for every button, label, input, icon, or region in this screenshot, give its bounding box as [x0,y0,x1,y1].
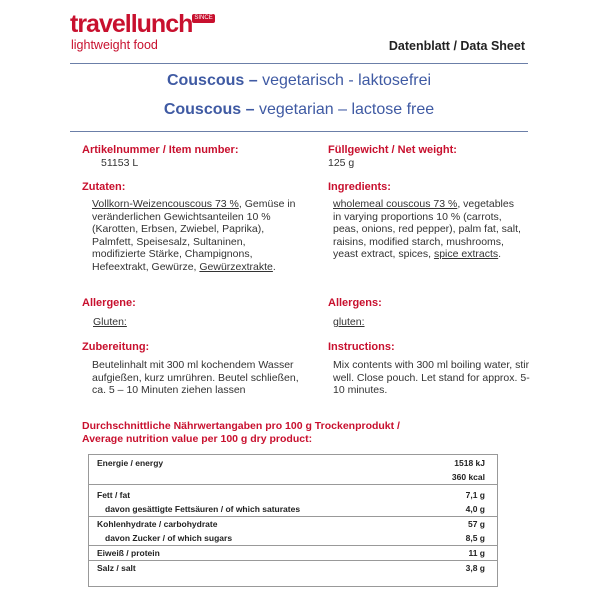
nutrition-value: 360 kcal [451,472,485,482]
nutrition-value: 1518 kJ [454,458,485,468]
title-german-rest: vegetarisch - laktosefrei [257,72,432,89]
ingredients-en-body: , vegetables in varying proportions 10 % (carrots, peas, onions, red pepper), palm fat, salt, raisins, modified starch, mushrooms, yeast extract, spices, [333,198,521,261]
ingredients-de-text [92,198,302,274]
nutrition-value: 57 g [397,517,497,532]
title-german-bold: Couscous – [166,72,258,89]
sheet-label: Datenblatt / Data Sheet [388,39,525,53]
nutrition-label: Salz / salt [89,561,397,576]
title-english [70,101,528,119]
nutrition-label: Fett / fat [89,485,397,503]
nutrition-row-salt [89,561,497,576]
nutrition-label: davon gesättigte Fettsäuren / of which saturates [105,504,301,514]
weight-value: 125 g [328,157,355,169]
nutrition-heading-en: Average nutrition value per 100 g dry product: [82,433,313,445]
ingredients-en-label: Ingredients: [328,181,391,193]
nutrition-heading-de: Durchschnittliche Nährwertangaben pro 100 g Trockenprodukt / [82,420,400,432]
ingredients-de-label: Zutaten: [82,181,126,193]
title-english-rest: vegetarian – lactose free [254,101,435,118]
allergens-de-label: Allergene: [82,297,136,309]
prep-en-text: Mix contents with 300 ml boiling water, stir well. Close pouch. Let stand for approx. 5-10 minutes. [333,359,530,397]
nutrition-label [89,470,397,485]
nutrition-row-energy-kcal [89,470,497,485]
ingredients-en-end: . [498,248,502,261]
nutrition-row-energy-kj [89,456,497,470]
nutrition-table [89,456,497,575]
nutrition-label: Eiweiß / protein [89,546,397,561]
brand-mark: SINCE [194,15,213,21]
ingredients-en-extracts: spice extracts [433,248,499,261]
ingredients-en-text [333,198,523,261]
title-divider [70,131,528,132]
ingredients-de-body: , Gemüse in veränderlichen Gewichtsanteilen 10 % (Karotten, Erbsen, Zwiebel, Paprika), Palmfett, Speisesalz, Sultaninen, modifizierte Stärke, Champignons, Hefeextrakt, Gewürze, [92,198,296,273]
ingredients-de-main: Vollkorn-Weizencouscous 73 % [92,198,239,210]
nutrition-row-sugars [89,531,497,546]
weight-label: Füllgewicht / Net weight: [328,144,457,156]
allergens-en-value: gluten: [333,316,365,328]
ingredients-de-extracts: Gewürzextrakte [199,260,273,273]
nutrition-row-fat [89,485,497,503]
allergens-en-label: Allergens: [328,297,382,309]
nutrition-value: 8,5 g [465,533,485,543]
nutrition-label: Energie / energy [97,458,164,468]
brand-logo [70,10,215,38]
brand-tagline: lightweight food [71,38,158,52]
nutrition-label: Kohlenhydrate / carbohydrate [89,517,397,532]
nutrition-row-carbohydrate [89,517,497,532]
ingredients-en-main: wholemeal couscous 73 % [333,198,458,210]
nutrition-label: davon Zucker / of which sugars [105,533,233,543]
nutrition-value: 3,8 g [397,561,497,576]
ingredients-de-end: . [272,260,276,273]
allergens-de-value: Gluten: [93,316,127,328]
prep-de-text: Beutelinhalt mit 300 ml kochendem Wasser aufgießen, kurz umrühren. Beutel schließen, ca. 5 – 10 Minuten ziehen lassen [92,359,299,397]
title-english-bold: Couscous – [163,101,255,118]
nutrition-value: 4,0 g [465,504,485,514]
nutrition-row-saturates [89,502,497,517]
prep-en-label: Instructions: [328,341,395,353]
brand-name: travellunch [70,10,193,38]
prep-de-label: Zubereitung: [82,341,150,353]
title-german [70,72,528,90]
nutrition-table-frame [88,454,498,587]
article-label: Artikelnummer / Item number: [82,144,239,156]
nutrition-row-protein [89,546,497,561]
article-value: 51153 L [101,157,139,169]
header-divider [70,63,528,64]
nutrition-value: 11 g [397,546,497,561]
nutrition-value: 7,1 g [397,485,497,503]
